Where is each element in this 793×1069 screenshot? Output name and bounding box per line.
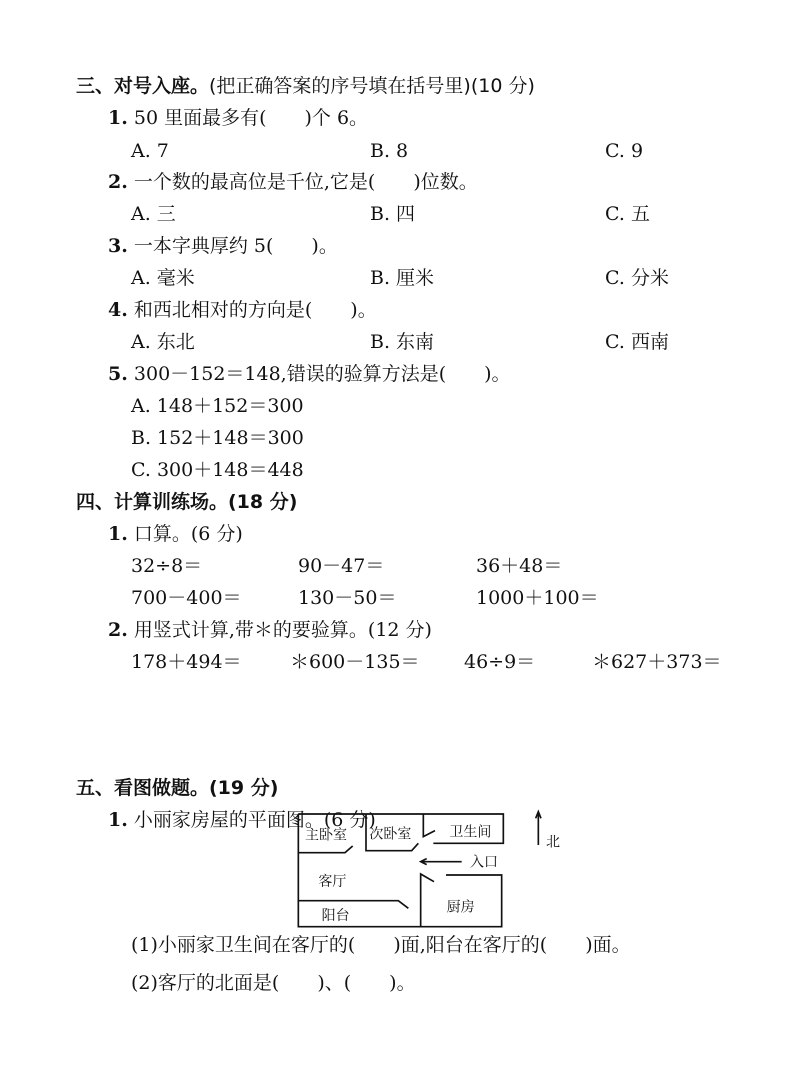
option-b: B. 东南	[370, 331, 435, 353]
calc-item: ＊600－135＝	[290, 651, 420, 673]
q3-4: 4. 和西北相对的方向是( )。	[108, 299, 377, 321]
option-a: A. 毫米	[131, 267, 195, 289]
option-b: B. 厘米	[370, 267, 435, 289]
section-4-title: 四、计算训练场。(18 分)	[76, 491, 298, 513]
calc-item: 32÷8＝	[131, 555, 203, 577]
option-b: B. 8	[370, 140, 409, 162]
option-b: B. 四	[370, 203, 416, 225]
north-arrow-icon	[536, 812, 541, 845]
option-a: A. 148＋152＝300	[131, 395, 304, 417]
floor-plan	[290, 800, 580, 940]
option-c: C. 西南	[605, 331, 669, 353]
entrance-arrow-icon	[421, 859, 462, 865]
calc-item: ＊627＋373＝	[592, 651, 722, 673]
calc-item: 1000＋100＝	[476, 587, 599, 609]
north-label: 北	[546, 834, 560, 851]
q5-1: 1. 小丽家房屋的平面图。(6 分)	[108, 809, 376, 831]
q3-2: 2. 一个数的最高位是千位,它是( )位数。	[108, 171, 478, 193]
calc-item: 90－47＝	[298, 555, 385, 577]
q5-1-part1: (1)小丽家卫生间在客厅的( )面,阳台在客厅的( )面。	[131, 934, 631, 956]
room-second-bedroom: 次卧室	[369, 826, 412, 843]
room-kitchen: 厨房	[446, 899, 475, 916]
option-c: C. 300＋148＝448	[131, 459, 304, 481]
calc-item: 130－50＝	[298, 587, 397, 609]
option-c: C. 五	[605, 203, 650, 225]
option-a: A. 东北	[131, 331, 195, 353]
q4-1: 1. 口算。(6 分)	[108, 523, 243, 545]
room-master-bedroom: 主卧室	[305, 827, 347, 844]
q3-3: 3. 一本字典厚约 5( )。	[108, 235, 338, 257]
option-b: B. 152＋148＝300	[131, 427, 304, 449]
option-a: A. 7	[131, 140, 169, 162]
section-5-title: 五、看图做题。(19 分)	[76, 777, 279, 799]
calc-item: 36＋48＝	[476, 555, 563, 577]
q5-1-part2: (2)客厅的北面是( )、( )。	[131, 972, 416, 994]
room-living-room: 客厅	[318, 874, 347, 890]
section-3-title: 三、对号入座。(把正确答案的序号填在括号里)(10 分)	[76, 75, 535, 97]
entrance-label: 入口	[470, 854, 498, 871]
option-a: A. 三	[131, 203, 176, 225]
calc-item: 46÷9＝	[464, 651, 536, 673]
room-bathroom: 卫生间	[449, 824, 492, 841]
room-balcony: 阳台	[321, 908, 350, 924]
q3-1: 1. 50 里面最多有( )个 6。	[108, 107, 369, 129]
option-c: C. 9	[605, 140, 644, 162]
calc-item: 178＋494＝	[131, 651, 242, 673]
q3-5: 5. 300－152＝148,错误的验算方法是( )。	[108, 363, 511, 385]
q4-2: 2. 用竖式计算,带＊的要验算。(12 分)	[108, 619, 432, 641]
calc-item: 700－400＝	[131, 587, 242, 609]
option-c: C. 分米	[605, 267, 669, 289]
